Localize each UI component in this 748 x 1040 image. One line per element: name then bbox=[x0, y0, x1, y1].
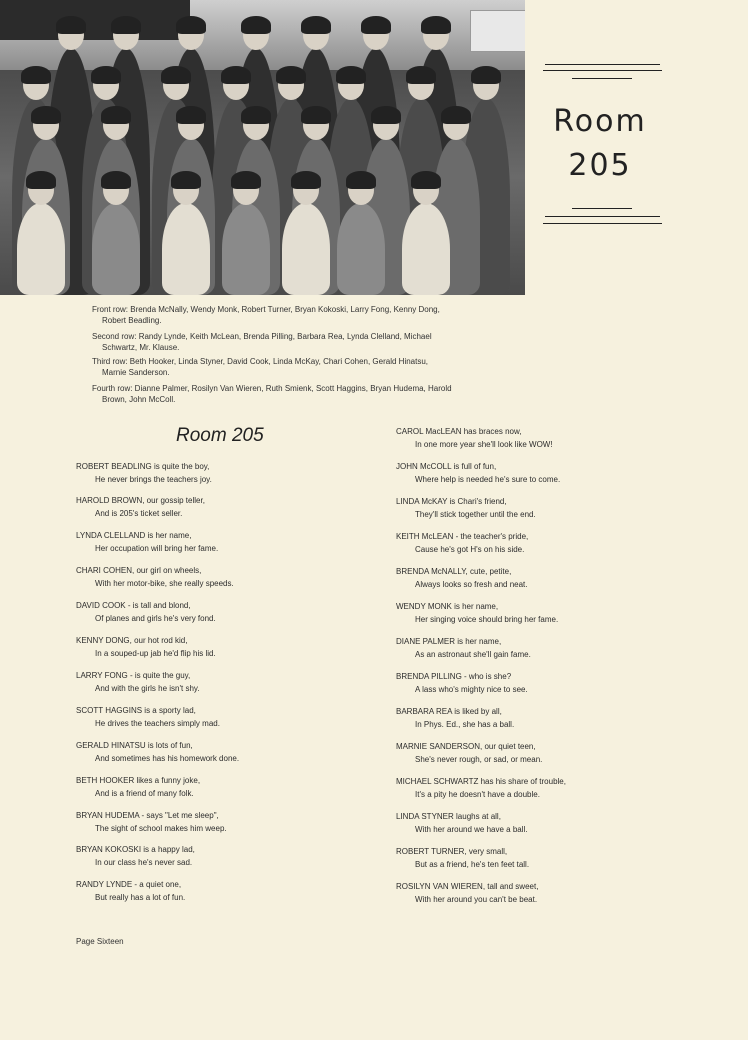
student-figure bbox=[17, 203, 65, 295]
stanza bbox=[396, 635, 656, 661]
stanza-line-1: ROBERT BEADLING is quite the boy, bbox=[76, 462, 210, 471]
room-heading-number: 205 bbox=[568, 148, 632, 183]
stanza-line-2: Always looks so fresh and neat. bbox=[415, 580, 528, 589]
stanza-line-1: LYNDA CLELLAND is her name, bbox=[76, 531, 192, 540]
stanza-line-1: GERALD HINATSU is lots of fun, bbox=[76, 741, 193, 750]
stanza bbox=[76, 599, 336, 625]
student-hair bbox=[101, 106, 131, 124]
stanza-line-2: They'll stick together until the end. bbox=[415, 510, 536, 519]
wall-poster bbox=[470, 10, 525, 52]
student-hair bbox=[346, 171, 376, 189]
stanza bbox=[76, 704, 336, 730]
stanza bbox=[396, 530, 656, 556]
stanza-line-2: In our class he's never sad. bbox=[95, 858, 193, 867]
caption-continuation: Marnie Sanderson. bbox=[102, 368, 170, 377]
stanza-line-2: And is 205's ticket seller. bbox=[95, 509, 183, 518]
stanza-line-1: HAROLD BROWN, our gossip teller, bbox=[76, 496, 205, 505]
stanza bbox=[76, 564, 336, 590]
stanza bbox=[396, 705, 656, 731]
stanza-line-2: And is a friend of many folk. bbox=[95, 789, 194, 798]
student-hair bbox=[301, 106, 331, 124]
stanza bbox=[76, 494, 336, 520]
stanza bbox=[76, 809, 336, 835]
student-hair bbox=[421, 16, 451, 34]
stanza-line-2: In one more year she'll look like WOW! bbox=[415, 440, 553, 449]
stanza-line-1: ROSILYN VAN WIEREN, tall and sweet, bbox=[396, 882, 539, 891]
stanza-line-2: A lass who's mighty nice to see. bbox=[415, 685, 528, 694]
stanza bbox=[396, 495, 656, 521]
stanza-line-1: JOHN McCOLL is full of fun, bbox=[396, 462, 497, 471]
heading-rule-top-3 bbox=[572, 78, 632, 79]
poem-title: Room 205 bbox=[176, 425, 264, 446]
student-hair bbox=[371, 106, 401, 124]
student-hair bbox=[101, 171, 131, 189]
caption-lead: Second row: Randy Lynde, Keith McLean, Brenda Pilling, Barbara Rea, Lynda Clelland, Michael bbox=[92, 332, 432, 341]
student-hair bbox=[241, 106, 271, 124]
student-hair bbox=[441, 106, 471, 124]
stanza bbox=[396, 670, 656, 696]
stanza-line-1: MICHAEL SCHWARTZ has his share of trouble, bbox=[396, 777, 566, 786]
student-hair bbox=[471, 66, 501, 84]
stanza-line-1: ROBERT TURNER, very small, bbox=[396, 847, 508, 856]
caption-lead: Third row: Beth Hooker, Linda Styner, David Cook, Linda McKay, Chari Cohen, Gerald Hinatsu, bbox=[92, 357, 429, 366]
heading-rule-top-2 bbox=[543, 70, 662, 71]
stanza bbox=[396, 600, 656, 626]
stanza bbox=[76, 774, 336, 800]
student-figure bbox=[222, 203, 270, 295]
student-hair bbox=[231, 171, 261, 189]
student-hair bbox=[161, 66, 191, 84]
stanza-line-1: BRENDA PILLING - who is she? bbox=[396, 672, 512, 681]
student-figure bbox=[282, 203, 330, 295]
student-hair bbox=[406, 66, 436, 84]
student-hair bbox=[171, 171, 201, 189]
student-hair bbox=[176, 106, 206, 124]
stanza-line-1: BETH HOOKER likes a funny joke, bbox=[76, 776, 201, 785]
stanza bbox=[396, 775, 656, 801]
stanza bbox=[396, 460, 656, 486]
student-hair bbox=[241, 16, 271, 34]
stanza-line-1: MARNIE SANDERSON, our quiet teen, bbox=[396, 742, 536, 751]
stanza-line-1: CHARI COHEN, our girl on wheels, bbox=[76, 566, 202, 575]
stanza-line-2: As an astronaut she'll gain fame. bbox=[415, 650, 531, 659]
stanza-line-2: In a souped-up jab he'd flip his lid. bbox=[95, 649, 216, 658]
stanza bbox=[76, 669, 336, 695]
caption-continuation: Brown, John McColl. bbox=[102, 395, 176, 404]
caption-continuation: Schwartz, Mr. Klause. bbox=[102, 343, 180, 352]
student-hair bbox=[21, 66, 51, 84]
caption-front-row bbox=[92, 304, 532, 326]
stanza-line-2: And with the girls he isn't shy. bbox=[95, 684, 200, 693]
stanza-line-2: Cause he's got H's on his side. bbox=[415, 545, 525, 554]
stanza-line-1: DIANE PALMER is her name, bbox=[396, 637, 502, 646]
stanza-line-2: The sight of school makes him weep. bbox=[95, 824, 227, 833]
stanza-line-1: CAROL MacLEAN has braces now, bbox=[396, 427, 522, 436]
stanza bbox=[396, 425, 656, 451]
stanza-line-2: He drives the teachers simply mad. bbox=[95, 719, 220, 728]
stanza-line-1: KENNY DONG, our hot rod kid, bbox=[76, 636, 188, 645]
stanza-line-1: KEITH McLEAN - the teacher's pride, bbox=[396, 532, 529, 541]
stanza bbox=[76, 634, 336, 660]
stanza-line-2: With her around we have a ball. bbox=[415, 825, 528, 834]
stanza-line-2: With her motor-bike, she really speeds. bbox=[95, 579, 234, 588]
stanza-line-2: Her occupation will bring her fame. bbox=[95, 544, 219, 553]
caption-fourth-row bbox=[92, 383, 532, 405]
student-hair bbox=[56, 16, 86, 34]
stanza bbox=[76, 843, 336, 869]
stanza bbox=[396, 845, 656, 871]
stanza-line-1: LARRY FONG - is quite the guy, bbox=[76, 671, 191, 680]
heading-rule-bottom-3 bbox=[543, 223, 662, 224]
caption-lead: Fourth row: Dianne Palmer, Rosilyn Van Wieren, Ruth Smienk, Scott Haggins, Bryan Hudema, Harold bbox=[92, 384, 452, 393]
stanza-line-2: And sometimes has his homework done. bbox=[95, 754, 240, 763]
student-hair bbox=[91, 66, 121, 84]
stanza bbox=[76, 878, 336, 904]
stanza bbox=[76, 460, 336, 486]
stanza-line-2: Of planes and girls he's very fond. bbox=[95, 614, 216, 623]
stanza bbox=[396, 810, 656, 836]
student-hair bbox=[111, 16, 141, 34]
stanza-line-2: It's a pity he doesn't have a double. bbox=[415, 790, 540, 799]
page-number: Page Sixteen bbox=[76, 937, 124, 946]
stanza-line-1: BRENDA McNALLY, cute, petite, bbox=[396, 567, 512, 576]
chalkboard bbox=[0, 0, 190, 40]
stanza-line-1: WENDY MONK is her name, bbox=[396, 602, 499, 611]
student-figure bbox=[92, 203, 140, 295]
heading-rule-top-1 bbox=[545, 64, 660, 65]
student-hair bbox=[221, 66, 251, 84]
stanza-line-2: But as a friend, he's ten feet tall. bbox=[415, 860, 530, 869]
caption-second-row bbox=[92, 331, 532, 353]
stanza bbox=[76, 529, 336, 555]
student-hair bbox=[361, 16, 391, 34]
heading-rule-bottom-1 bbox=[572, 208, 632, 209]
stanza-line-1: DAVID COOK - is tall and blond, bbox=[76, 601, 191, 610]
student-hair bbox=[291, 171, 321, 189]
stanza bbox=[76, 739, 336, 765]
stanza-line-1: SCOTT HAGGINS is a sporty lad, bbox=[76, 706, 196, 715]
student-hair bbox=[411, 171, 441, 189]
student-figure bbox=[337, 203, 385, 295]
stanza bbox=[396, 740, 656, 766]
class-photo bbox=[0, 0, 525, 295]
student-figure bbox=[162, 203, 210, 295]
student-hair bbox=[31, 106, 61, 124]
student-hair bbox=[301, 16, 331, 34]
caption-continuation: Robert Beadling. bbox=[102, 316, 162, 325]
stanza-line-1: BARBARA REA is liked by all, bbox=[396, 707, 502, 716]
stanza-line-2: Her singing voice should bring her fame. bbox=[415, 615, 559, 624]
stanza-line-1: LINDA McKAY is Chari's friend, bbox=[396, 497, 507, 506]
heading-rule-bottom-2 bbox=[545, 216, 660, 217]
stanza-line-2: With her around you can't be beat. bbox=[415, 895, 538, 904]
caption-lead: Front row: Brenda McNally, Wendy Monk, Robert Turner, Bryan Kokoski, Larry Fong, Kenny Dong, bbox=[92, 305, 440, 314]
student-hair bbox=[26, 171, 56, 189]
stanza-line-2: But really has a lot of fun. bbox=[95, 893, 186, 902]
stanza-line-2: In Phys. Ed., she has a ball. bbox=[415, 720, 515, 729]
student-hair bbox=[336, 66, 366, 84]
stanza-line-1: BRYAN HUDEMA - says "Let me sleep", bbox=[76, 811, 219, 820]
stanza-line-2: Where help is needed he's sure to come. bbox=[415, 475, 561, 484]
stanza-line-2: He never brings the teachers joy. bbox=[95, 475, 212, 484]
room-heading-word: Room bbox=[553, 104, 647, 139]
stanza bbox=[396, 565, 656, 591]
stanza-line-1: RANDY LYNDE - a quiet one, bbox=[76, 880, 182, 889]
student-figure bbox=[402, 203, 450, 295]
stanza-line-1: LINDA STYNER laughs at all, bbox=[396, 812, 501, 821]
stanza-line-1: BRYAN KOKOSKI is a happy lad, bbox=[76, 845, 195, 854]
student-hair bbox=[176, 16, 206, 34]
caption-third-row bbox=[92, 356, 532, 378]
stanza bbox=[396, 880, 656, 906]
student-hair bbox=[276, 66, 306, 84]
stanza-line-2: She's never rough, or sad, or mean. bbox=[415, 755, 543, 764]
